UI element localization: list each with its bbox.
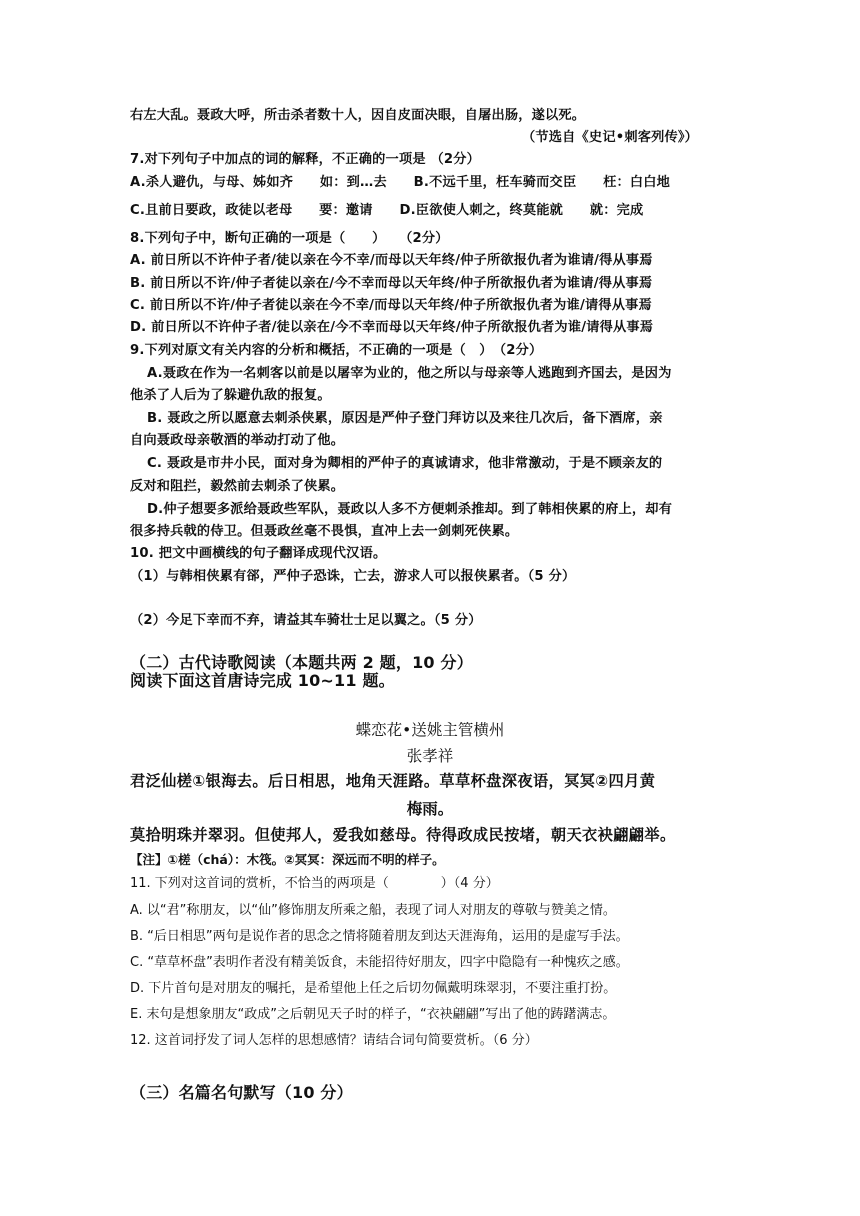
q10-stem: 10. 把文中画横线的句子翻译成现代汉语。 <box>130 546 387 561</box>
q12-stem: 12. 这首词抒发了词人怎样的思想感情？请结合词句简要赏析。（6 分） <box>130 1033 538 1048</box>
section2-heading: （二）古代诗歌阅读（本题共两 2 题，10 分） <box>130 653 473 672</box>
poem-line-3: 莫拾明珠并翠羽。但使邦人，爱我如慈母。待得政成民按堵，朝天衣袂翩翩举。 <box>130 826 676 844</box>
q11-option-d: D. 下片首句是对朋友的嘱托，是希望他上任之后切勿佩戴明珠翠羽，不要注重打扮。 <box>130 981 617 996</box>
q8-option-a: A. 前日所以不许仲子者/徒以亲在今不幸/而母以天年终/仲子所欲报仇者为谁请/得从事焉 <box>130 253 653 268</box>
poem-title: 蝶恋花•送姚主管横州 <box>355 721 505 739</box>
q11-option-b: B. “后日相思”两句是说作者的思念之情将随着朋友到达天涯海角，运用的是虚写手法。 <box>130 929 629 944</box>
q7-row2: C.且前日要政，政徒以老母 要：邀请 D.臣欲使人刺之，终莫能就 就：完成 <box>130 203 644 218</box>
q11-stem: 11. 下列对这首词的赏析，不恰当的两项是（ ）（4 分） <box>130 876 499 891</box>
q8-option-b: B. 前日所以不许/仲子者徒以亲在/今不幸而母以天年终/仲子所欲报仇者为谁请/得从事焉 <box>130 276 653 291</box>
q9-d-line2: 很多持兵戟的侍卫。但聂政丝毫不畏惧，直冲上去一剑刺死侠累。 <box>130 524 519 539</box>
q10-sentence-2: （2）今足下幸而不弃，请益其车骑壮士足以翼之。（5 分） <box>130 613 482 628</box>
q11-option-e: E. 末句是想象朋友“政成”之后朝见天子时的样子，“衣袂翩翩”写出了他的踌躇满志。 <box>130 1007 616 1022</box>
q9-a-line2: 他杀了人后为了躲避仇敌的报复。 <box>130 388 331 403</box>
q10-sentence-1: （1）与韩相侠累有郤，严仲子恐诛，亡去，游求人可以报侠累者。（5 分） <box>130 569 576 584</box>
q11-option-c: C. “草草杯盘”表明作者没有精美饭食，未能招待好朋友，四字中隐隐有一种愧疚之感。 <box>130 955 629 970</box>
q9-a-line1: A.聂政在作为一名刺客以前是以屠宰为业的，他之所以与母亲等人逃跑到齐国去，是因为 <box>147 366 672 381</box>
q9-c-line2: 反对和阻拦，毅然前去刺杀了侠累。 <box>130 479 345 494</box>
section3-heading: （三）名篇名句默写（10 分） <box>130 1083 353 1102</box>
q9-stem: 9.下列对原文有关内容的分析和概括，不正确的一项是（ ） （2分） <box>130 343 543 358</box>
q8-option-d: D. 前日所以不许仲子者/徒以亲在/今不幸而母以天年终/仲子所欲报仇者为谁/请得从事焉 <box>130 320 654 335</box>
section2-intro: 阅读下面这首唐诗完成 10~11 题。 <box>130 671 395 690</box>
poem-note: 【注】①槎（chá）：木筏。②冥冥：深远而不明的样子。 <box>130 852 445 867</box>
poem-line-1: 君泛仙槎①银海去。后日相思，地角天涯路。草草杯盘深夜语，冥冥②四月黄 <box>130 772 656 790</box>
q8-option-c: C. 前日所以不许/仲子者徒以亲在今不幸/而母以天年终/仲子所欲报仇者为谁/请得从事焉 <box>130 298 652 313</box>
q11-option-a: A. 以“君”称朋友，以“仙”修饰朋友所乘之船，表现了词人对朋友的尊敬与赞美之情。 <box>130 903 616 918</box>
q7-row1: A.杀人避仇，与母、姊如齐 如：到…去 B.不远千里，枉车骑而交臣 枉：白白地 <box>130 175 671 190</box>
q7-stem: 7.对下列句子中加点的词的解释，不正确的一项是 （2分） <box>130 152 481 167</box>
q9-c-line1: C. 聂政是市井小民，面对身为卿相的严仲子的真诚请求，他非常激动，于是不顾亲友的 <box>147 456 663 471</box>
poem-line-2: 梅雨。 <box>406 800 454 818</box>
q9-b-line2: 自向聂政母亲敬酒的举动打动了他。 <box>130 433 345 448</box>
q8-stem: 8.下列句子中，断句正确的一项是（ ） （2分） <box>130 231 449 246</box>
passage-last-line: 右左大乱。聂政大呼，所击杀者数十人，因自皮面决眼，自屠出肠，遂以死。 <box>130 108 586 123</box>
q9-d-line1: D.仲子想要多派给聂政些军队，聂政以人多不方便刺杀推却。到了韩相侠累的府上，却有 <box>147 502 673 517</box>
poem-author: 张孝祥 <box>406 747 454 765</box>
passage-source: （节选自《史记•刺客列传》） <box>522 130 699 145</box>
q9-b-line1: B. 聂政之所以愿意去刺杀侠累，原因是严仲子登门拜访以及来往几次后，备下酒席，亲 <box>147 411 663 426</box>
